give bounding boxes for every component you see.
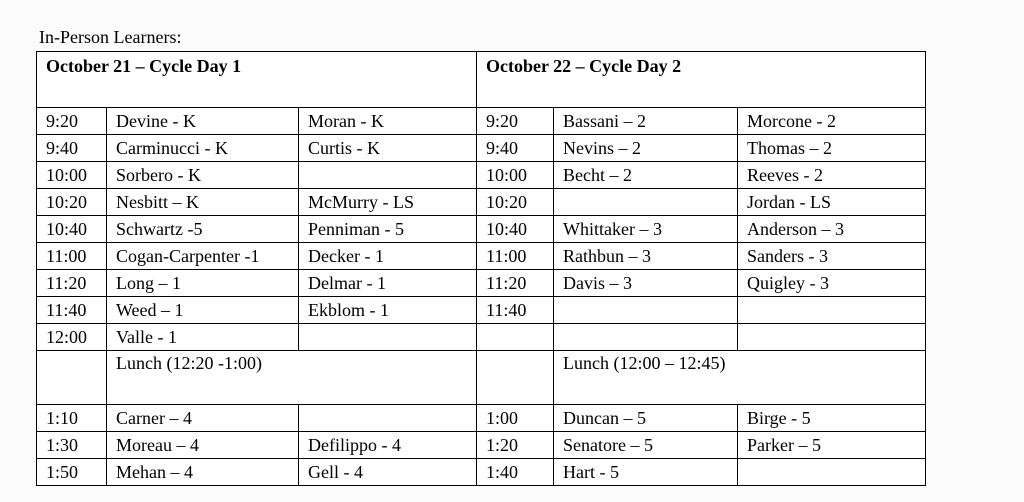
day1-student-a: Schwartz -5 (107, 216, 299, 243)
day2-time: 1:00 (477, 405, 554, 432)
schedule-row (37, 189, 926, 216)
day1-student-a: Mehan – 4 (107, 459, 299, 486)
day2-lunch-time (477, 351, 554, 405)
day1-student-a: Valle - 1 (107, 324, 299, 351)
day1-student-b (299, 324, 477, 351)
schedule-row (37, 243, 926, 270)
day2-time: 11:20 (477, 270, 554, 297)
day2-student-b: Anderson – 3 (738, 216, 926, 243)
schedule-row (37, 162, 926, 189)
day1-time: 9:40 (37, 135, 107, 162)
day2-student-a: Bassani – 2 (554, 108, 738, 135)
day2-student-b: Sanders - 3 (738, 243, 926, 270)
schedule-row (37, 432, 926, 459)
day1-student-a: Carminucci - K (107, 135, 299, 162)
schedule-row (37, 216, 926, 243)
day2-student-a: Nevins – 2 (554, 135, 738, 162)
day2-time (477, 324, 554, 351)
day2-time: 11:40 (477, 297, 554, 324)
day2-student-b: Parker – 5 (738, 432, 926, 459)
day1-student-a: Sorbero - K (107, 162, 299, 189)
day2-student-a (554, 189, 738, 216)
day1-time: 11:40 (37, 297, 107, 324)
day1-student-a: Moreau – 4 (107, 432, 299, 459)
day2-student-a: Duncan – 5 (554, 405, 738, 432)
day1-student-b: Gell - 4 (299, 459, 477, 486)
day1-student-b (299, 162, 477, 189)
day1-time: 10:40 (37, 216, 107, 243)
day1-time: 10:20 (37, 189, 107, 216)
day1-student-b (299, 405, 477, 432)
schedule-body (37, 52, 926, 486)
day1-lunch: Lunch (12:20 -1:00) (107, 351, 477, 405)
day1-student-b: Moran - K (299, 108, 477, 135)
day2-time: 1:40 (477, 459, 554, 486)
day2-student-b: Reeves - 2 (738, 162, 926, 189)
day1-time: 9:20 (37, 108, 107, 135)
schedule-table (36, 51, 926, 486)
schedule-row (37, 459, 926, 486)
day1-time: 1:50 (37, 459, 107, 486)
day2-student-a: Becht – 2 (554, 162, 738, 189)
page-caption: In-Person Learners: (39, 27, 182, 47)
day2-student-b (738, 297, 926, 324)
day2-time: 10:00 (477, 162, 554, 189)
day2-time: 10:20 (477, 189, 554, 216)
day1-header: October 21 – Cycle Day 1 (37, 52, 477, 108)
day-header-row (37, 52, 926, 108)
day1-student-a: Cogan-Carpenter -1 (107, 243, 299, 270)
day1-student-b: Delmar - 1 (299, 270, 477, 297)
day2-student-a: Whittaker – 3 (554, 216, 738, 243)
day1-student-a: Long – 1 (107, 270, 299, 297)
day2-student-a: Hart - 5 (554, 459, 738, 486)
day1-student-a: Carner – 4 (107, 405, 299, 432)
day1-time: 12:00 (37, 324, 107, 351)
day2-student-b: Thomas – 2 (738, 135, 926, 162)
day2-student-a (554, 297, 738, 324)
day1-student-b: Curtis - K (299, 135, 477, 162)
day2-student-b (738, 459, 926, 486)
day2-time: 1:20 (477, 432, 554, 459)
day2-student-b: Birge - 5 (738, 405, 926, 432)
schedule-row (37, 108, 926, 135)
day2-student-b: Quigley - 3 (738, 270, 926, 297)
day1-lunch-time (37, 351, 107, 405)
day1-student-b: Penniman - 5 (299, 216, 477, 243)
day1-student-a: Devine - K (107, 108, 299, 135)
lunch-row (37, 351, 926, 405)
day2-lunch: Lunch (12:00 – 12:45) (554, 351, 926, 405)
day2-student-a (554, 324, 738, 351)
day2-header: October 22 – Cycle Day 2 (477, 52, 926, 108)
day1-student-b: Defilippo - 4 (299, 432, 477, 459)
day2-student-b (738, 324, 926, 351)
day2-time: 10:40 (477, 216, 554, 243)
schedule-row (37, 270, 926, 297)
day2-student-b: Jordan - LS (738, 189, 926, 216)
day2-time: 9:20 (477, 108, 554, 135)
day1-time: 1:10 (37, 405, 107, 432)
day2-student-a: Davis – 3 (554, 270, 738, 297)
day1-time: 11:00 (37, 243, 107, 270)
day1-student-b: Ekblom - 1 (299, 297, 477, 324)
day1-student-a: Nesbitt – K (107, 189, 299, 216)
schedule-row (37, 297, 926, 324)
day2-student-b: Morcone - 2 (738, 108, 926, 135)
day1-student-b: McMurry - LS (299, 189, 477, 216)
day1-time: 1:30 (37, 432, 107, 459)
day2-student-a: Senatore – 5 (554, 432, 738, 459)
day2-time: 9:40 (477, 135, 554, 162)
day1-time: 10:00 (37, 162, 107, 189)
day1-time: 11:20 (37, 270, 107, 297)
day1-student-a: Weed – 1 (107, 297, 299, 324)
day1-student-b: Decker - 1 (299, 243, 477, 270)
schedule-row (37, 135, 926, 162)
schedule-row (37, 405, 926, 432)
day2-student-a: Rathbun – 3 (554, 243, 738, 270)
schedule-row (37, 324, 926, 351)
day2-time: 11:00 (477, 243, 554, 270)
